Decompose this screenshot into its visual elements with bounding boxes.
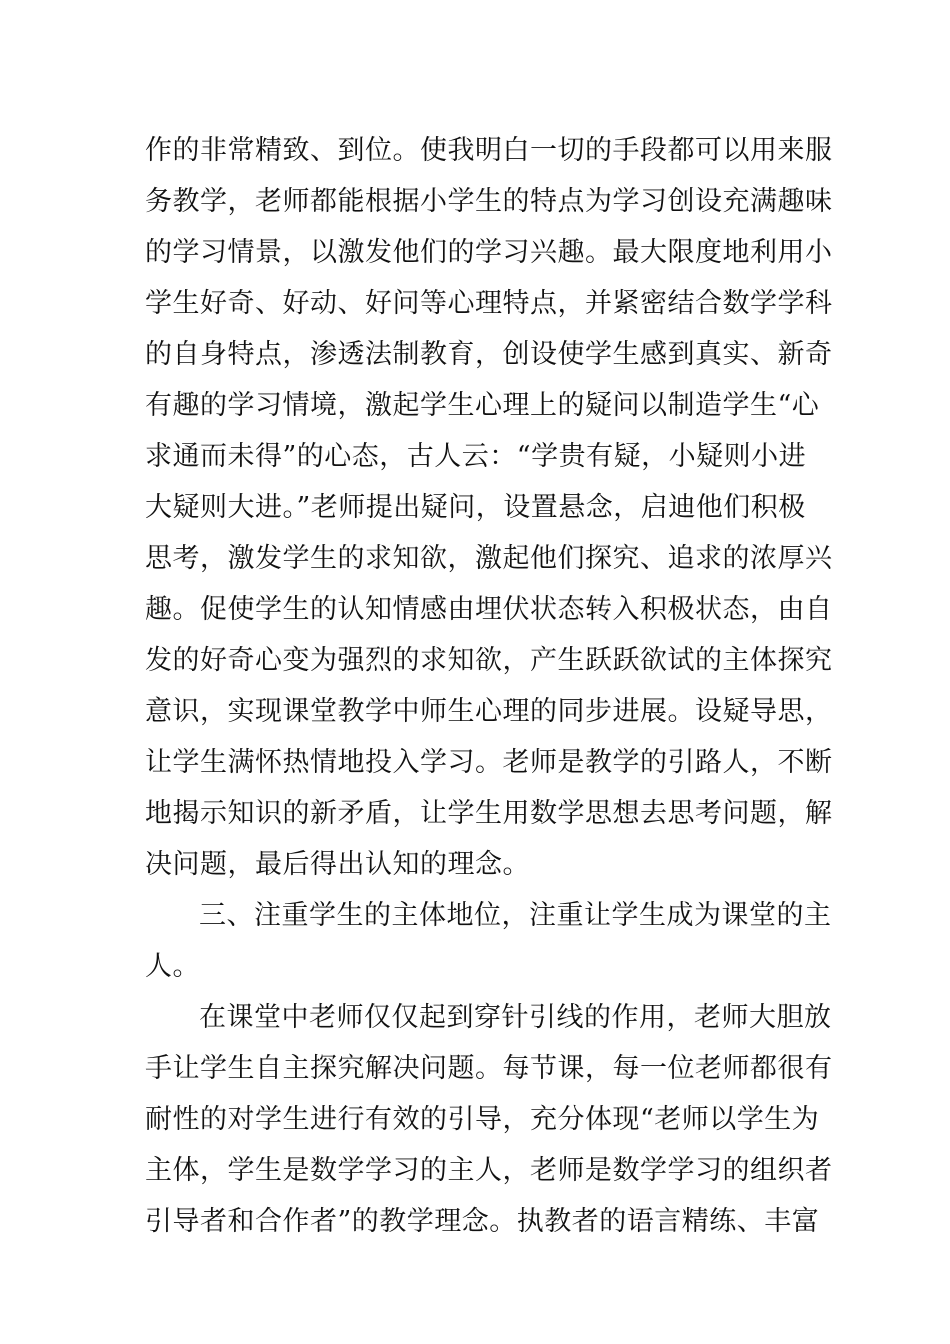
text-line: 大疑则大进。”老师提出疑问，设置悬念，启迪他们积极 <box>145 492 806 523</box>
text-line: 作的非常精致、到位。使我明白一切的手段都可以用来服 <box>145 135 833 166</box>
text-line: 主体，学生是数学学习的主人，老师是数学学习的组织者 <box>145 1155 833 1186</box>
section-heading: 三、注重学生的主体地位，注重让学生成为课堂的主 <box>199 900 832 931</box>
text-line: 趣。促使学生的认知情感由埋伏状态转入积极状态，由自 <box>145 594 833 625</box>
text-line: 务教学，老师都能根据小学生的特点为学习创设充满趣味 <box>145 186 833 217</box>
text-line: 的自身特点，渗透法制教育，创设使学生感到真实、新奇 <box>145 339 833 370</box>
text-line: 让学生满怀热情地投入学习。老师是教学的引路人，不断 <box>145 747 833 778</box>
section-heading-continuation: 人。 <box>145 951 200 982</box>
text-line: 手让学生自主探究解决问题。每节课，每一位老师都很有 <box>145 1053 833 1084</box>
text-line: 地揭示知识的新矛盾，让学生用数学思想去思考问题，解 <box>145 798 833 829</box>
text-line: 发的好奇心变为强烈的求知欲，产生跃跃欲试的主体探究 <box>145 645 833 676</box>
text-line: 有趣的学习情境，激起学生心理上的疑问以制造学生“心 <box>145 390 820 421</box>
text-line: 学生好奇、好动、好问等心理特点，并紧密结合数学学科 <box>145 288 833 319</box>
body-text <box>145 125 833 1247</box>
paragraph-start-line: 在课堂中老师仅仅起到穿针引线的作用，老师大胆放 <box>199 1002 832 1033</box>
text-line: 求通而未得”的心态，古人云：“学贵有疑，小疑则小进 <box>145 441 807 472</box>
text-line: 的学习情景，以激发他们的学习兴趣。最大限度地利用小 <box>145 237 833 268</box>
text-line: 思考，激发学生的求知欲，激起他们探究、追求的浓厚兴 <box>145 543 833 574</box>
text-line: 意识，实现课堂教学中师生心理的同步进展。设疑导思， <box>145 696 833 727</box>
text-line: 耐性的对学生进行有效的引导，充分体现“老师以学生为 <box>145 1104 820 1135</box>
text-line: 引导者和合作者”的教学理念。执教者的语言精练、丰富 <box>145 1206 820 1237</box>
text-line: 决问题，最后得出认知的理念。 <box>145 849 530 880</box>
